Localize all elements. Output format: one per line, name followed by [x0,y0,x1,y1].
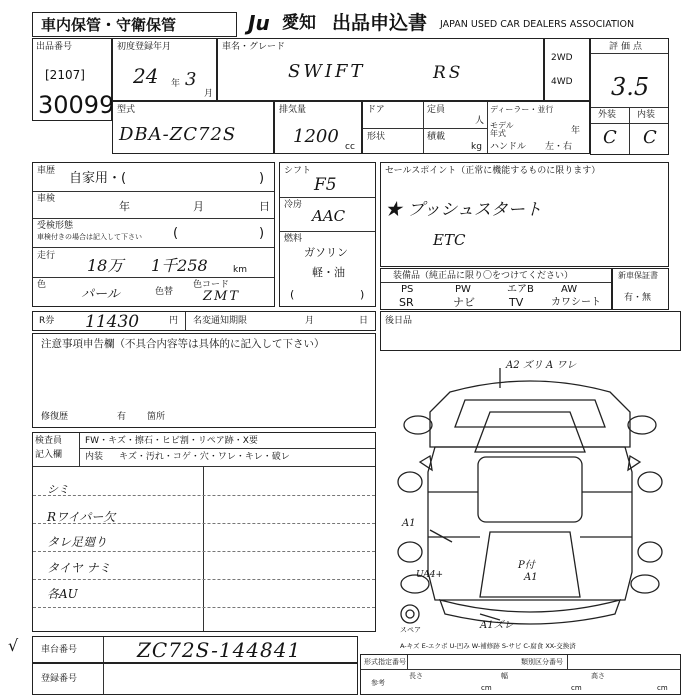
load-unit: kg [471,142,482,152]
diagram-center-note-2: A1 [524,572,538,583]
mileage-unit: km [233,265,247,275]
selling-points-label: セールスポイント（正常に機能するものに限ります） [385,166,601,176]
selling-points-box [380,162,669,267]
inspection-day: 日 [259,200,270,213]
class-no-label: 類別区分番号 [521,658,563,666]
type-box [112,101,274,154]
registration-month-unit: 月 [204,89,214,99]
cooling-label: 冷房 [284,200,303,210]
inspector-label-2: 記入欄 [35,450,63,460]
ref-label: 参考 [371,679,385,687]
remark-2: Rワイパー欠 [47,510,116,524]
brand-name: 愛知 [282,13,316,33]
inspector-label-1: 検査員 [35,436,63,446]
name-change-label: 名変通知期限 [193,316,248,326]
model-name: SWIFT [288,61,366,82]
storage-tag-text: 車内保管・守衛保管 [41,16,177,34]
fuel-gasoline[interactable]: ガソリン [304,246,348,259]
ju-logo: Ju [248,11,270,35]
repair-place: 箇所 [147,412,166,422]
width-label: 幅 [501,672,508,680]
notes-box [32,333,376,428]
displacement-unit: cc [345,142,355,152]
equip-navi[interactable]: ナビ [453,296,475,309]
fuel-diesel[interactable]: 軽・油 [312,266,345,279]
inspector-row-2: キズ・汚れ・コゲ・穴・ワレ・キレ・破レ [119,452,290,462]
equipment-label: 装備品（純正品に限り〇をつけてください） [393,271,574,281]
lot-sub-number: [2107] [45,68,85,82]
inspection-month: 月 [193,200,204,213]
damage-diagram [380,352,681,652]
bottom-right-box [360,654,681,695]
registration-box [112,38,217,101]
lot-box [32,38,115,121]
chassis-label: 車台番号 [41,645,78,655]
diagram-pillar-note: UA4+ [416,570,444,580]
diagram-left-note: A1 [402,518,416,529]
warranty-box [612,268,669,310]
history-close: ) [259,171,265,186]
name-change-month: 月 [305,316,315,326]
rating-interior: C [643,127,657,148]
equipment-box [380,268,612,310]
acceptance-label: 受検形態 [37,221,74,231]
type-label: 型式 [117,105,136,115]
history-value: 自家用・( [69,171,127,186]
recycle-box [32,311,376,331]
color-code-label: 色コード [193,280,230,290]
fuel-open: ( [290,288,295,301]
equip-ps[interactable]: PS [401,284,414,295]
model-year-label: モデル年式 [490,121,514,138]
plate-box [32,663,358,695]
lot-number: 30099 [38,91,115,119]
repair-label: 修復歴 [41,412,69,422]
height-label: 高さ [591,672,605,680]
length-unit: cm [481,684,492,692]
chassis-value: ZC72S-144841 [137,638,302,662]
capacity-label: 定員 [427,105,446,115]
inspector-box [32,432,376,632]
shift-fuel-box [279,162,376,307]
displacement-label: 排気量 [279,105,307,115]
repair-value: 有 [117,412,127,422]
shape-label: 形状 [367,132,386,142]
registration-label: 初度登録年月 [117,42,172,52]
rating-label: 評価点 [609,42,646,52]
diagram-top-note: A2 ズリ A ワレ [506,360,577,371]
width-unit: cm [571,684,582,692]
diagram-legend: A-キズ E-エクボ U-凹み W-補修跡 S-サビ C-腐食 XX-交換済 [400,642,576,650]
equip-aw[interactable]: AW [561,284,578,295]
spec-box [362,101,590,154]
selling-points-line1: ★ プッシュスタート [385,200,542,220]
load-label: 積載 [427,132,446,142]
recycle-unit: 円 [169,316,179,326]
displacement-value: 1200 [293,126,339,147]
registration-month: 3 [185,69,197,90]
model-label: 車名・グレード [222,42,286,52]
handle-label: ハンドル [490,142,527,152]
color-change-label: 色替 [155,287,174,297]
diagram-center-note: P付 [518,560,535,571]
warranty-options[interactable]: 有・無 [624,293,652,303]
acceptance-open: ( [173,226,179,241]
color-code: ZMT [203,289,241,304]
door-label: ドア [367,105,385,115]
equip-sr[interactable]: SR [399,296,414,309]
handle-options[interactable]: 左・右 [545,142,573,152]
form-title: 出品申込書 [332,12,428,34]
later-docs-box [380,311,681,351]
diagram-spare-label: スペア [400,626,421,634]
remark-1: シミ [47,483,69,496]
registration-year-unit: 年 [171,79,181,89]
inspector-interior-label: 内装 [85,452,104,462]
rating-score: 3.5 [611,73,650,101]
selling-points-line2: ETC [433,231,466,249]
chassis-box [32,636,358,663]
length-label: 長さ [409,672,423,680]
model-grade: RS [433,63,464,83]
recycle-label: R券 [39,316,55,326]
inspection-year: 年 [119,200,130,213]
later-docs-label: 後日品 [385,316,413,326]
warranty-label: 新車保証書 [618,271,658,280]
recycle-value: 11430 [85,312,140,332]
acceptance-close: ) [259,226,265,241]
car-outline-diagram [380,352,681,652]
remark-5: 各AU [47,587,78,601]
mileage-label: 走行 [37,251,56,261]
dealer-label: ディーラー・並行 [490,105,554,114]
color-label: 色 [37,280,47,290]
inspection-label: 車検 [37,194,56,204]
storage-tag [32,12,237,37]
type-value: DBA-ZC72S [119,124,237,145]
history-label: 車歴 [37,166,56,176]
name-change-day: 日 [359,316,369,326]
type-no-label: 形式指定番号 [364,658,406,666]
model-box [217,38,544,101]
rating-interior-label: 内装 [637,110,656,120]
notes-label: 注意事項申告欄（不具合内容等は具体的に記入して下さい） [41,338,325,350]
equip-airbag[interactable]: エアB [507,284,534,295]
equip-pw[interactable]: PW [455,284,471,295]
rating-box [590,38,669,155]
remark-3: タレ足廻り [47,535,108,549]
cooling-value: AAC [312,207,346,225]
inspector-row-1: FW・キズ・擦石・ヒビ割・リペア跡・X要 [85,436,258,446]
displacement-box [274,101,362,154]
equip-tv[interactable]: TV [509,296,524,309]
shift-value: F5 [314,175,337,195]
registration-year: 24 [133,64,159,88]
rating-exterior: C [603,127,617,148]
rating-exterior-label: 外装 [598,110,617,120]
drive-4wd[interactable]: 4WD [551,77,573,87]
drive-2wd[interactable]: 2WD [551,53,573,63]
shift-label: シフト [284,166,312,176]
association-name: JAPAN USED CAR DEALERS ASSOCIATION [440,19,635,30]
lot-label: 出品番号 [36,42,73,52]
drive-box [544,38,590,101]
handwritten-check-mark: √ [8,636,19,655]
diagram-bottom-note: A1ズレ [480,620,514,631]
capacity-unit: 人 [475,116,485,126]
model-year-unit: 年 [571,126,581,136]
details-box [32,162,275,307]
mileage-man: 18万 [87,256,124,275]
plate-label: 登録番号 [41,674,78,684]
mileage-value: 1千258 [151,256,208,275]
fuel-label: 燃料 [284,234,303,244]
acceptance-note: 車検付きの場合は記入して下さい [37,233,142,241]
remark-4: タイヤ ナミ [47,561,111,575]
color-value: パール [81,287,120,302]
height-unit: cm [657,684,668,692]
fuel-close: ) [360,288,365,301]
equip-leather[interactable]: カワシート [551,297,601,308]
